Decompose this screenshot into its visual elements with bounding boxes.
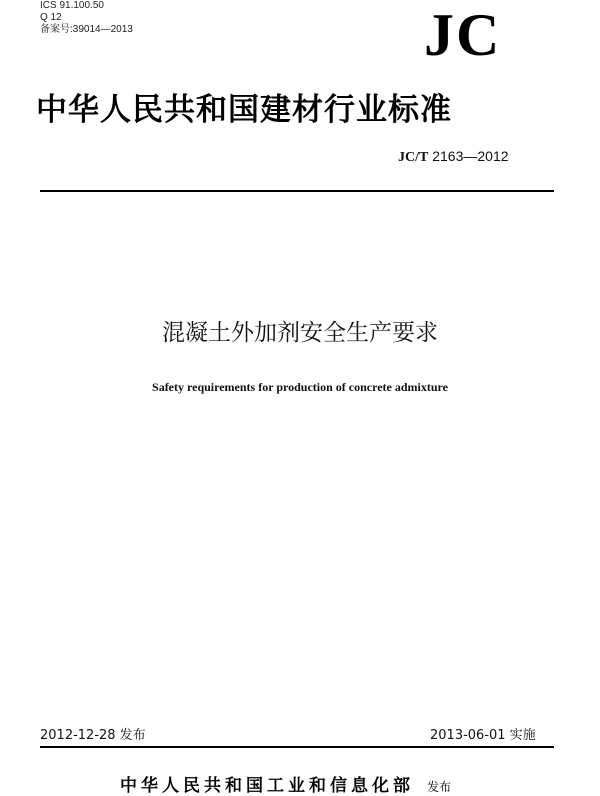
standard-number [398, 148, 509, 166]
implementation-date: 2013-06-01 实施 [430, 728, 536, 743]
bottom-divider [40, 746, 554, 748]
document-title-chinese: 混凝土外加剂安全生产要求 [162, 320, 438, 346]
standard-number-value: 2163—2012 [432, 148, 509, 164]
publisher-line [120, 771, 451, 796]
top-divider [40, 190, 554, 192]
publisher-action: 发布 [427, 780, 452, 794]
filing-number: 备案号:39014—2013 [40, 24, 133, 35]
standard-number-prefix: JC/T [398, 150, 429, 165]
ics-code: ICS 91.100.50 [40, 0, 104, 11]
classification-block [40, 0, 133, 36]
ccs-code: Q 12 [40, 12, 62, 23]
industry-standard-heading: 中华人民共和国建材行业标准 [36, 92, 452, 128]
issue-date: 2012-12-28 发布 [40, 728, 146, 743]
document-title-english: Safety requirements for production of concrete admixture [152, 380, 448, 394]
publisher-name: 中华人民共和国工业和信息化部 [120, 776, 414, 796]
jc-logo: JC [424, 2, 502, 68]
